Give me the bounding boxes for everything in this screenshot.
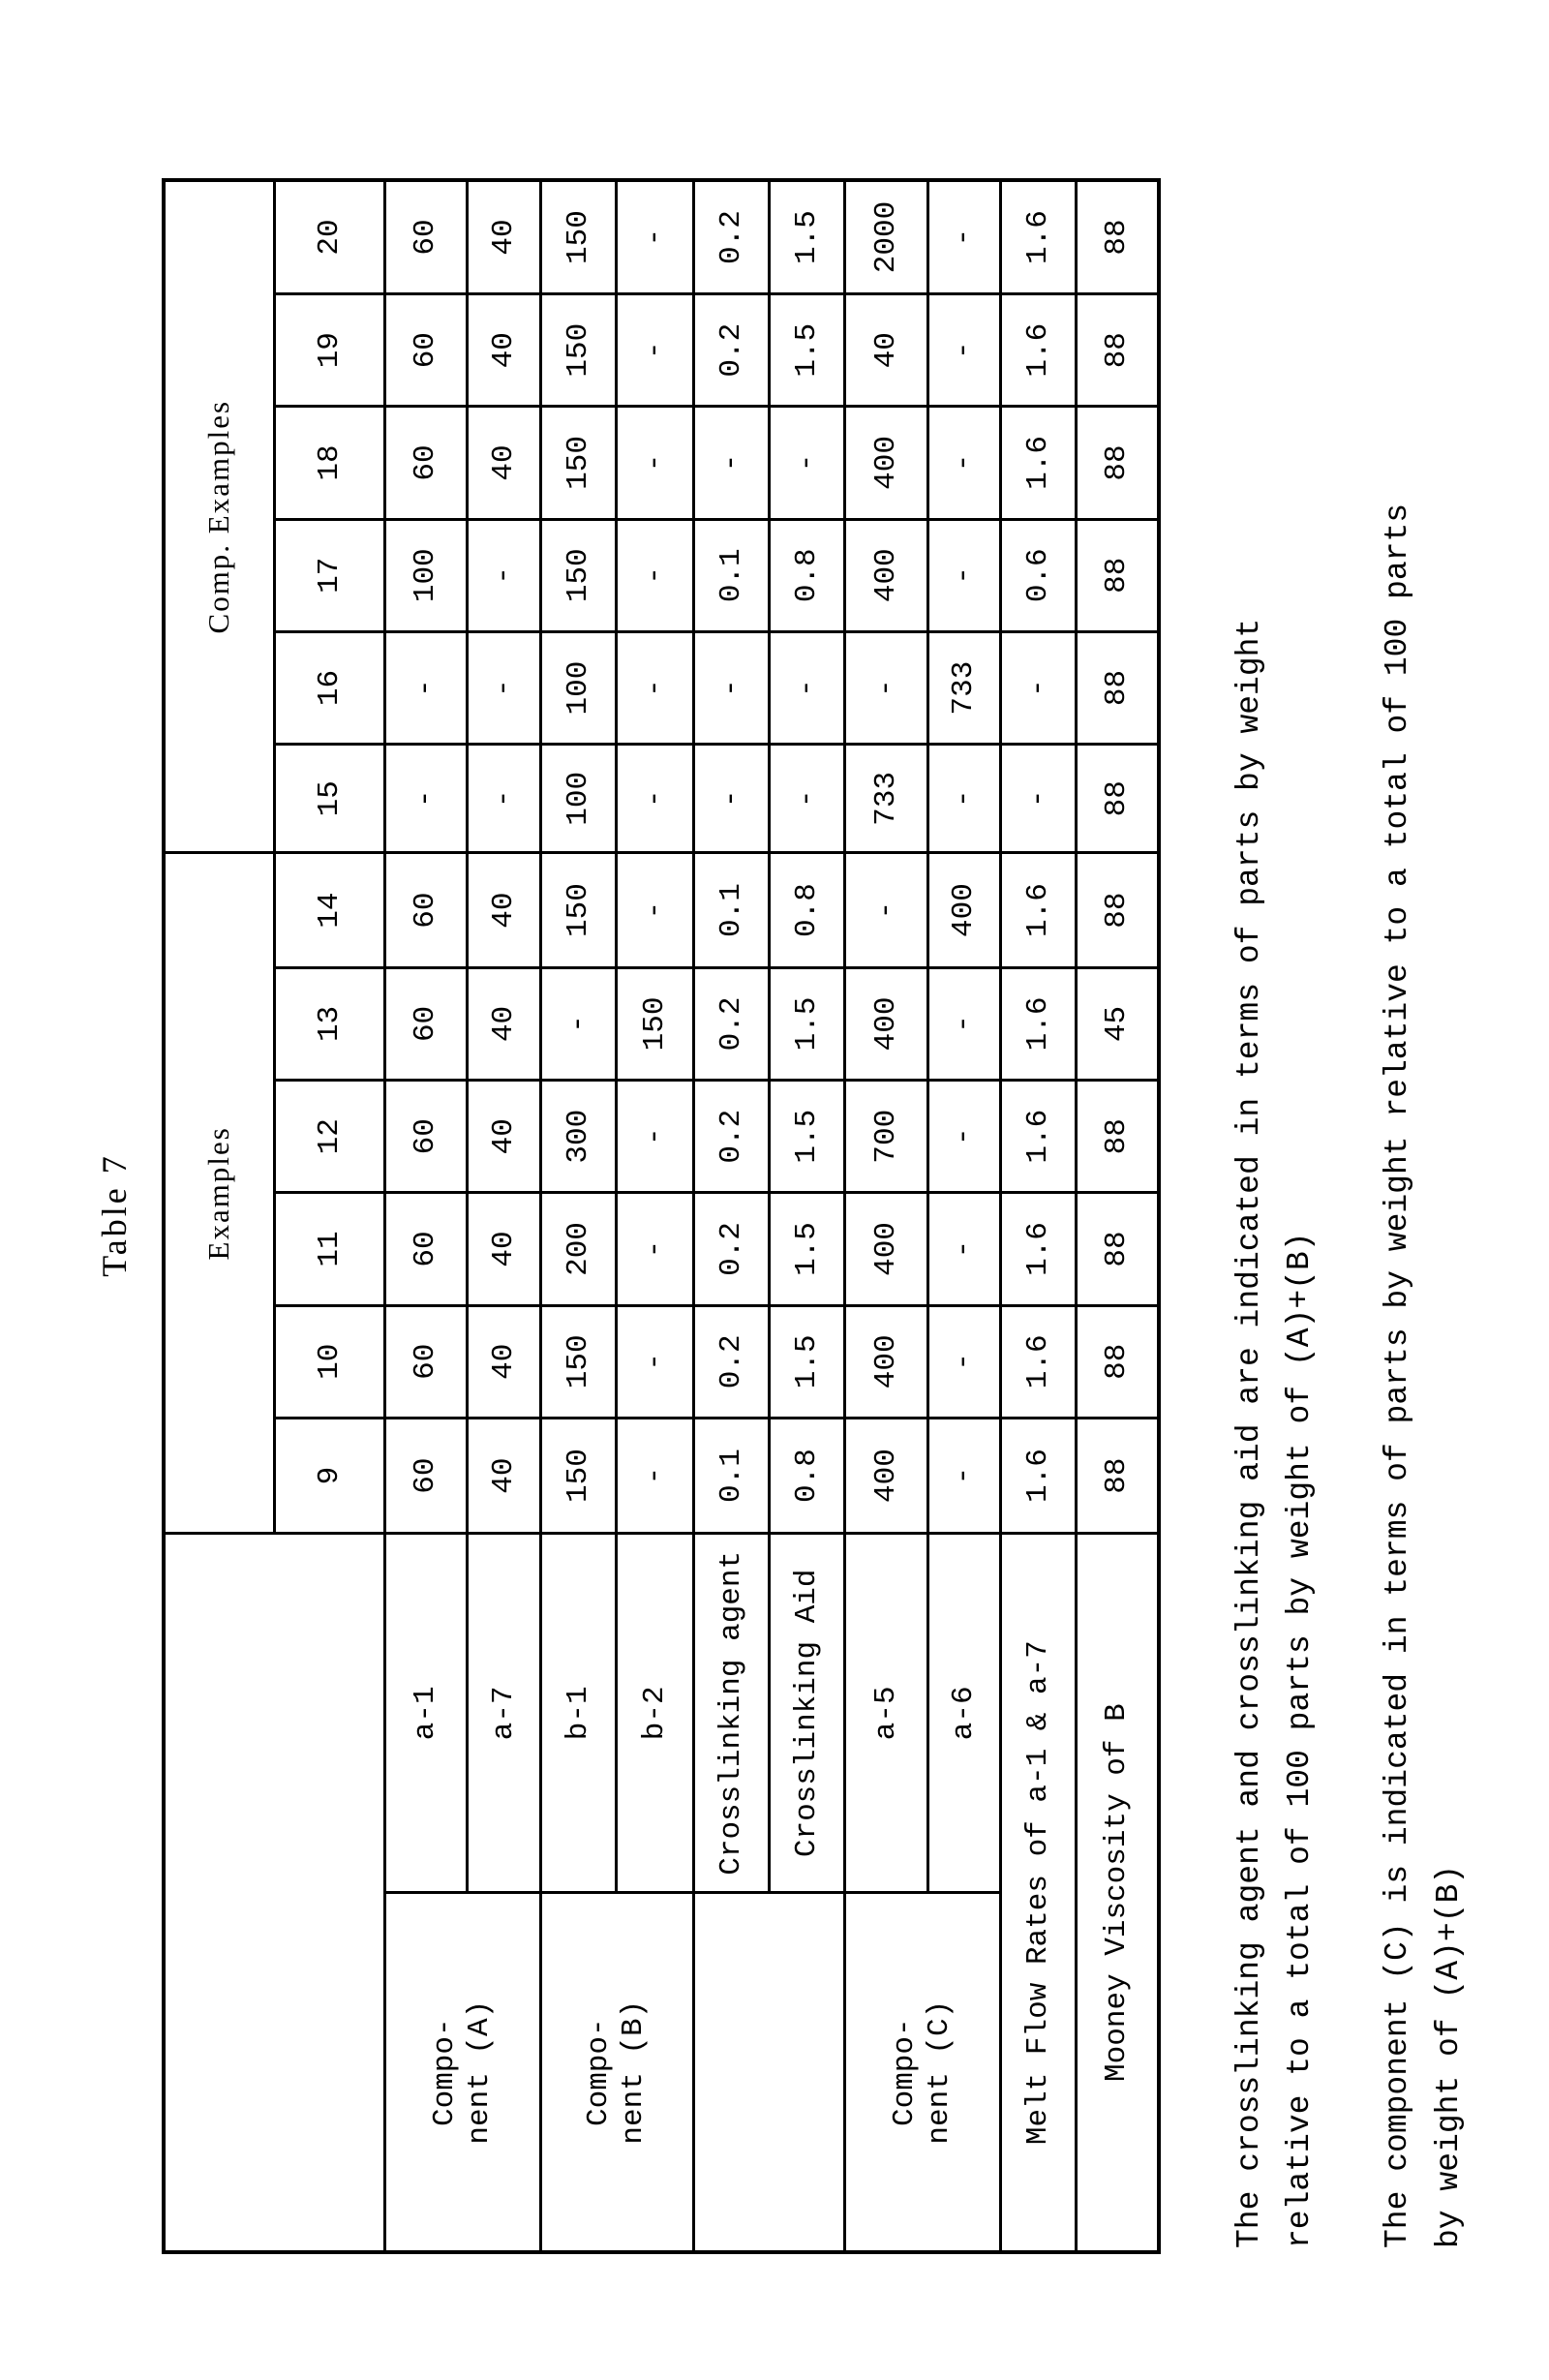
cell: - bbox=[616, 180, 693, 294]
cell: - bbox=[467, 631, 540, 744]
cell: - bbox=[616, 745, 693, 853]
cell: 0.8 bbox=[769, 519, 844, 631]
cell: - bbox=[769, 745, 844, 853]
row-label: Crosslinking agent bbox=[693, 1534, 769, 1893]
cell: 150 bbox=[540, 853, 616, 967]
cell: - bbox=[927, 407, 1000, 519]
cell: 400 bbox=[844, 407, 927, 519]
row-label: a-1 bbox=[384, 1534, 467, 1893]
cell: 88 bbox=[1076, 745, 1159, 853]
cell: - bbox=[616, 1193, 693, 1305]
cell: 88 bbox=[1076, 631, 1159, 744]
cell: 40 bbox=[467, 1081, 540, 1193]
group-label-component-b: Compo- nent (B) bbox=[540, 1893, 693, 2252]
row-label: Crosslinking Aid bbox=[769, 1534, 844, 1893]
cell: 733 bbox=[927, 631, 1000, 744]
cell: 1.6 bbox=[1000, 967, 1076, 1080]
cell: - bbox=[769, 631, 844, 744]
cell: - bbox=[927, 294, 1000, 407]
cell: - bbox=[616, 519, 693, 631]
col-header: 20 bbox=[274, 180, 384, 294]
cell: 60 bbox=[384, 294, 467, 407]
cell: - bbox=[927, 180, 1000, 294]
note-2-line-2: by weight of (A)+(B) bbox=[1431, 1864, 1467, 2248]
table-row bbox=[1076, 180, 1159, 2252]
cell: 1.6 bbox=[1000, 853, 1076, 967]
table-row bbox=[1000, 180, 1076, 2252]
cell: - bbox=[467, 519, 540, 631]
cell: 2000 bbox=[844, 180, 927, 294]
cell: - bbox=[927, 1305, 1000, 1418]
col-header: 19 bbox=[274, 294, 384, 407]
cell: - bbox=[927, 967, 1000, 1080]
cell: 100 bbox=[384, 519, 467, 631]
cell: 1.5 bbox=[769, 294, 844, 407]
examples-header: Examples bbox=[164, 853, 274, 1534]
cell: 400 bbox=[844, 1193, 927, 1305]
cell: 0.6 bbox=[1000, 519, 1076, 631]
cell: 40 bbox=[467, 180, 540, 294]
table-title: Table 7 bbox=[95, 1153, 134, 1277]
cell: - bbox=[844, 853, 927, 967]
cell: 200 bbox=[540, 1193, 616, 1305]
blank-group-cell bbox=[693, 1893, 844, 2252]
cell: 40 bbox=[467, 1193, 540, 1305]
cell: 150 bbox=[540, 1305, 616, 1418]
group-header-row bbox=[164, 180, 274, 2252]
group-label-component-c: Compo- nent (C) bbox=[844, 1893, 1000, 2252]
cell: 60 bbox=[384, 967, 467, 1080]
cell: - bbox=[616, 1081, 693, 1193]
cell: 700 bbox=[844, 1081, 927, 1193]
cell: 1.6 bbox=[1000, 180, 1076, 294]
cell: 60 bbox=[384, 1305, 467, 1418]
cell: 40 bbox=[844, 294, 927, 407]
table-row bbox=[540, 180, 616, 2252]
cell: 40 bbox=[467, 853, 540, 967]
table-row bbox=[384, 180, 467, 2252]
cell: 0.8 bbox=[769, 853, 844, 967]
cell: - bbox=[616, 853, 693, 967]
cell: 1.6 bbox=[1000, 407, 1076, 519]
cell: 0.2 bbox=[693, 180, 769, 294]
col-header: 14 bbox=[274, 853, 384, 967]
cell: 88 bbox=[1076, 407, 1159, 519]
cell: 150 bbox=[540, 294, 616, 407]
cell: 60 bbox=[384, 180, 467, 294]
table-row bbox=[693, 180, 769, 2252]
cell: 45 bbox=[1076, 967, 1159, 1080]
group-label-component-a: Compo- nent (A) bbox=[384, 1893, 540, 2252]
cell: 0.2 bbox=[693, 1305, 769, 1418]
cell: 100 bbox=[540, 631, 616, 744]
cell: 40 bbox=[467, 407, 540, 519]
cell: 0.1 bbox=[693, 853, 769, 967]
col-header: 13 bbox=[274, 967, 384, 1080]
col-header: 15 bbox=[274, 745, 384, 853]
note-1-line-1: The crosslinking agent and crosslinking aid are indicated in terms of parts by weight bbox=[1231, 618, 1267, 2248]
col-header: 17 bbox=[274, 519, 384, 631]
row-label: a-6 bbox=[927, 1534, 1000, 1893]
cell: - bbox=[693, 631, 769, 744]
cell: 60 bbox=[384, 407, 467, 519]
cell: - bbox=[540, 967, 616, 1080]
cell: 150 bbox=[540, 519, 616, 631]
row-label: a-5 bbox=[844, 1534, 927, 1893]
cell: 88 bbox=[1076, 1305, 1159, 1418]
cell: 60 bbox=[384, 1418, 467, 1533]
cell: 60 bbox=[384, 1193, 467, 1305]
cell: 88 bbox=[1076, 1193, 1159, 1305]
composition-table bbox=[162, 178, 1161, 2254]
comp-examples-header: Comp. Examples bbox=[164, 180, 274, 853]
cell: 40 bbox=[467, 1418, 540, 1533]
cell: 0.2 bbox=[693, 1081, 769, 1193]
cell: 0.2 bbox=[693, 967, 769, 1080]
cell: 1.5 bbox=[769, 1305, 844, 1418]
cell: 88 bbox=[1076, 1418, 1159, 1533]
cell: 88 bbox=[1076, 853, 1159, 967]
cell: 88 bbox=[1076, 180, 1159, 294]
note-2-line-1: The component (C) is indicated in terms of parts by weight relative to a total of 100 parts bbox=[1380, 503, 1415, 2248]
row-label: b-2 bbox=[616, 1534, 693, 1893]
col-header: 10 bbox=[274, 1305, 384, 1418]
cell: - bbox=[384, 631, 467, 744]
cell: 300 bbox=[540, 1081, 616, 1193]
cell: 100 bbox=[540, 745, 616, 853]
cell: 0.1 bbox=[693, 1418, 769, 1533]
row-label: a-7 bbox=[467, 1534, 540, 1893]
col-header: 11 bbox=[274, 1193, 384, 1305]
note-1-line-2: relative to a total of 100 parts by weight of (A)+(B) bbox=[1282, 1232, 1318, 2248]
cell: 40 bbox=[467, 967, 540, 1080]
row-label: Melt Flow Rates of a-1 & a-7 bbox=[1000, 1534, 1076, 2252]
cell: - bbox=[616, 631, 693, 744]
table-row bbox=[844, 180, 927, 2252]
col-header: 16 bbox=[274, 631, 384, 744]
cell: 400 bbox=[844, 1418, 927, 1533]
cell: - bbox=[616, 294, 693, 407]
cell: 400 bbox=[844, 1305, 927, 1418]
cell: - bbox=[1000, 745, 1076, 853]
cell: 1.6 bbox=[1000, 1193, 1076, 1305]
cell: 40 bbox=[467, 294, 540, 407]
cell: - bbox=[927, 519, 1000, 631]
col-header: 12 bbox=[274, 1081, 384, 1193]
row-label: b-1 bbox=[540, 1534, 616, 1893]
cell: 60 bbox=[384, 853, 467, 967]
col-header: 18 bbox=[274, 407, 384, 519]
cell: 150 bbox=[616, 967, 693, 1080]
cell: 88 bbox=[1076, 1081, 1159, 1193]
cell: - bbox=[693, 745, 769, 853]
cell: 150 bbox=[540, 1418, 616, 1533]
cell: 88 bbox=[1076, 519, 1159, 631]
col-header: 9 bbox=[274, 1418, 384, 1533]
cell: 1.6 bbox=[1000, 1418, 1076, 1533]
cell: 400 bbox=[844, 967, 927, 1080]
cell: 1.5 bbox=[769, 180, 844, 294]
table-7 bbox=[162, 178, 1157, 2254]
cell: 40 bbox=[467, 1305, 540, 1418]
cell: 0.1 bbox=[693, 519, 769, 631]
cell: - bbox=[927, 1081, 1000, 1193]
cell: 1.5 bbox=[769, 967, 844, 1080]
cell: - bbox=[927, 745, 1000, 853]
cell: - bbox=[927, 1418, 1000, 1533]
cell: - bbox=[769, 407, 844, 519]
cell: - bbox=[467, 745, 540, 853]
cell: 0.2 bbox=[693, 294, 769, 407]
cell: - bbox=[1000, 631, 1076, 744]
cell: 0.2 bbox=[693, 1193, 769, 1305]
cell: 400 bbox=[927, 853, 1000, 967]
cell: 60 bbox=[384, 1081, 467, 1193]
cell: 0.8 bbox=[769, 1418, 844, 1533]
cell: - bbox=[616, 1305, 693, 1418]
cell: 88 bbox=[1076, 294, 1159, 407]
cell: 1.6 bbox=[1000, 1305, 1076, 1418]
cell: 1.5 bbox=[769, 1081, 844, 1193]
cell: 400 bbox=[844, 519, 927, 631]
row-label: Mooney Viscosity of B bbox=[1076, 1534, 1159, 2252]
cell: - bbox=[616, 407, 693, 519]
corner-cell bbox=[164, 1534, 384, 2252]
cell: 1.5 bbox=[769, 1193, 844, 1305]
cell: 150 bbox=[540, 180, 616, 294]
cell: 1.6 bbox=[1000, 1081, 1076, 1193]
cell: - bbox=[693, 407, 769, 519]
cell: - bbox=[927, 1193, 1000, 1305]
cell: - bbox=[384, 745, 467, 853]
cell: - bbox=[844, 631, 927, 744]
cell: 150 bbox=[540, 407, 616, 519]
cell: - bbox=[616, 1418, 693, 1533]
cell: 733 bbox=[844, 745, 927, 853]
cell: 1.6 bbox=[1000, 294, 1076, 407]
